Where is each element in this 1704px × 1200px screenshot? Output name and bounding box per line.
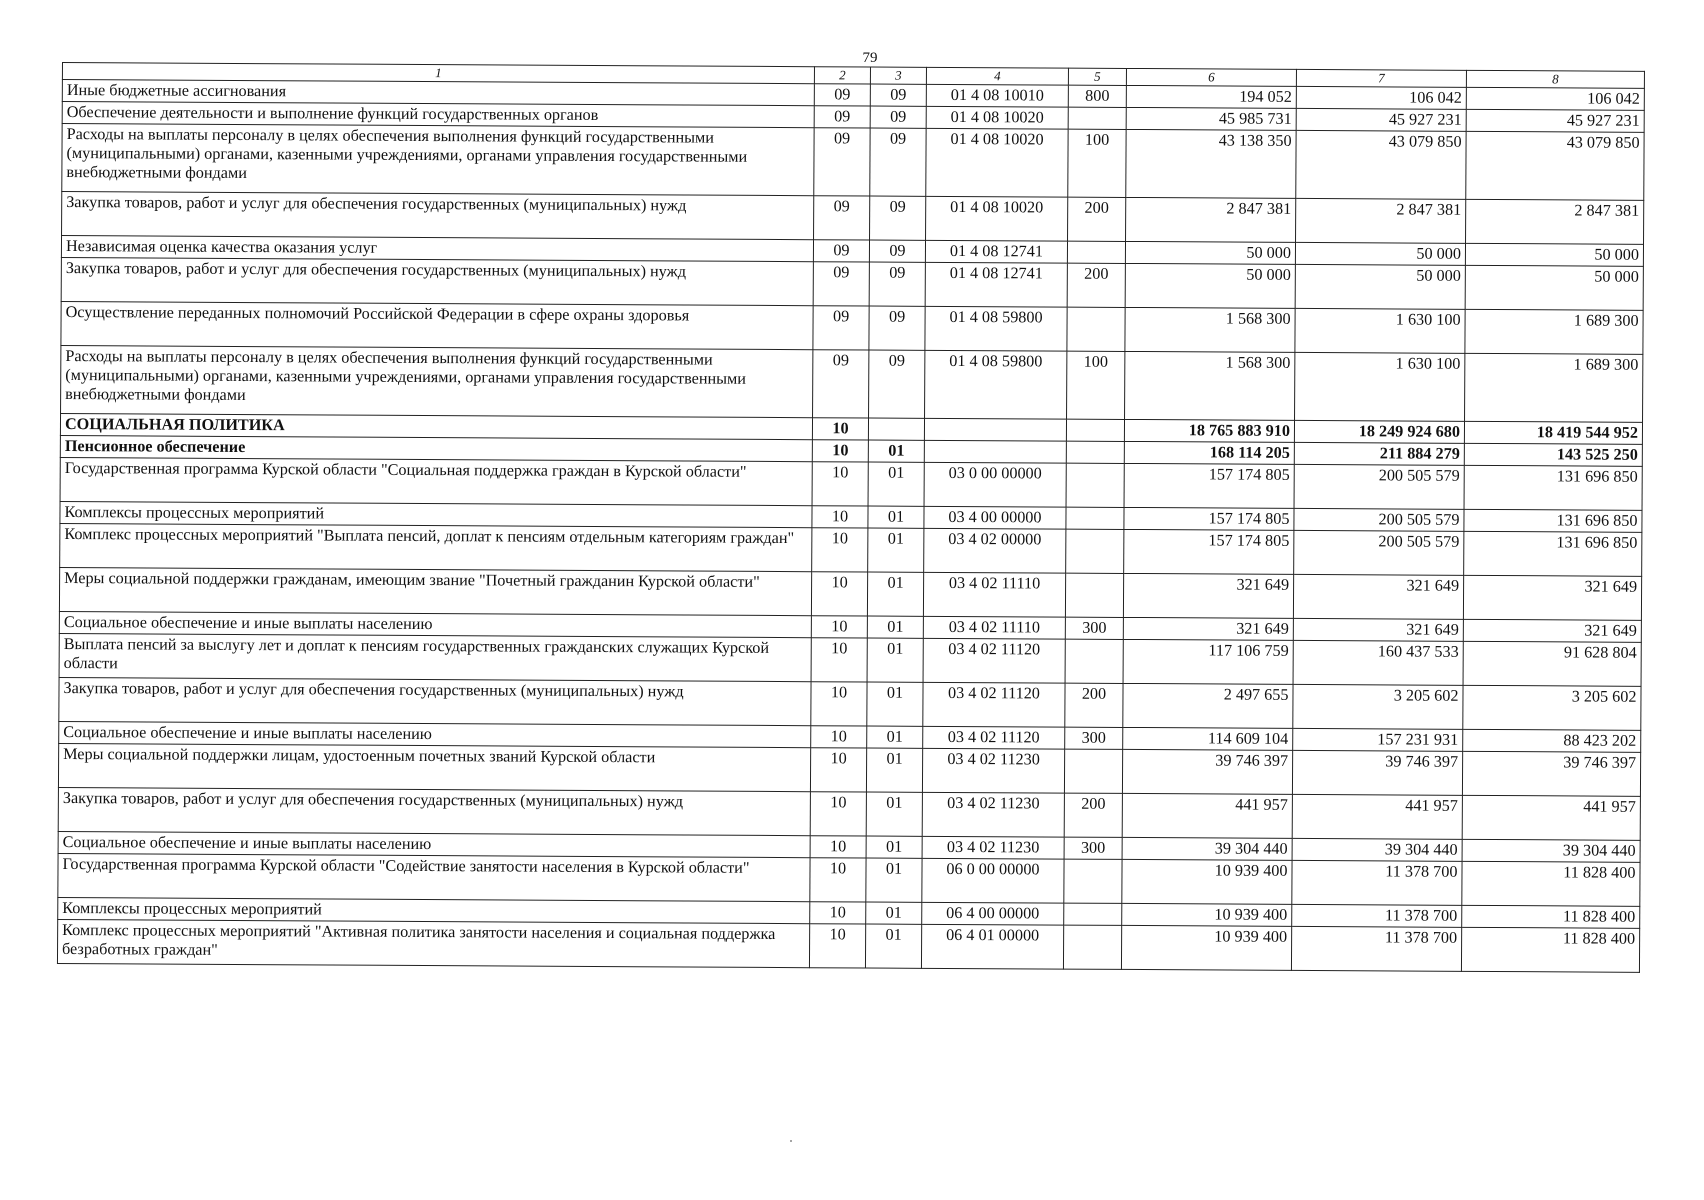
expense-type-code — [1066, 463, 1124, 507]
subsection-code: 01 — [866, 748, 922, 792]
target-article-code: 03 4 02 11230 — [922, 836, 1064, 859]
row-name: Расходы на выплаты персоналу в целях обеспечения выполнения функций государственными (муниципальными) органами, казенными учреждениями, органами управления государственными внебюджетными фондами — [62, 124, 814, 196]
amount-col8: 131 696 850 — [1464, 465, 1642, 510]
amount-col8: 131 696 850 — [1464, 509, 1642, 532]
subsection-code: 09 — [869, 240, 925, 262]
row-name: Пенсионное обеспечение — [60, 435, 812, 461]
amount-col7: 200 505 579 — [1294, 464, 1464, 509]
target-article-code: 03 4 02 11120 — [923, 638, 1065, 683]
row-name: Независимая оценка качества оказания услуг — [61, 236, 813, 262]
target-article-code: 03 4 02 11120 — [923, 682, 1065, 727]
amount-col7: 321 649 — [1293, 574, 1463, 619]
amount-col6: 43 138 350 — [1126, 129, 1296, 198]
row-name: Комплекс процессных мероприятий "Активная политика занятости населения и социальная поддержка безработных граждан" — [57, 919, 809, 967]
page-number: 79 — [862, 50, 878, 66]
row-name: Закупка товаров, работ и услуг для обеспечения государственных (муниципальных) нужд — [61, 257, 813, 305]
target-article-code: 03 4 02 11110 — [923, 572, 1065, 617]
expense-type-code — [1066, 529, 1124, 573]
amount-col8: 39 304 440 — [1462, 839, 1640, 862]
subsection-code: 09 — [869, 262, 925, 306]
amount-col7: 160 437 533 — [1293, 640, 1463, 685]
section-code: 10 — [810, 836, 866, 858]
expense-type-code — [1068, 107, 1126, 129]
amount-col7: 11 378 700 — [1292, 904, 1462, 927]
target-article-code: 03 4 02 11110 — [923, 616, 1065, 639]
subsection-code: 01 — [867, 638, 923, 682]
amount-col6: 114 609 104 — [1123, 727, 1293, 750]
amount-col8: 45 927 231 — [1466, 109, 1644, 132]
column-header: 8 — [1466, 70, 1644, 88]
column-header: 4 — [926, 67, 1068, 85]
amount-col7: 200 505 579 — [1294, 508, 1464, 531]
target-article-code: 06 0 00 00000 — [922, 858, 1064, 903]
subsection-code: 01 — [868, 528, 924, 572]
amount-col7: 39 304 440 — [1292, 838, 1462, 861]
column-header: 5 — [1068, 68, 1126, 85]
amount-col6: 194 052 — [1126, 85, 1296, 108]
row-name: Выплата пенсий за выслугу лет и доплат к пенсиям государственных гражданских служащих Курской области — [59, 633, 811, 681]
row-name: Закупка товаров, работ и услуг для обеспечения государственных (муниципальных) нужд — [62, 192, 814, 240]
expense-type-code — [1066, 507, 1124, 529]
amount-col8: 11 828 400 — [1461, 927, 1639, 972]
subsection-code: 01 — [865, 924, 921, 968]
row-name: Социальное обеспечение и иные выплаты населению — [59, 611, 811, 637]
target-article-code: 01 4 08 59800 — [925, 350, 1067, 419]
section-code: 10 — [811, 726, 867, 748]
target-article-code: 01 4 08 10020 — [926, 196, 1068, 241]
target-article-code: 06 4 00 00000 — [922, 902, 1064, 925]
target-article-code: 03 4 02 11230 — [922, 748, 1064, 793]
subsection-code: 01 — [867, 572, 923, 616]
section-code: 09 — [813, 306, 869, 350]
expense-type-code — [1064, 749, 1122, 793]
target-article-code: 01 4 08 12741 — [925, 240, 1067, 263]
amount-col6: 321 649 — [1123, 617, 1293, 640]
amount-col7: 106 042 — [1296, 86, 1466, 109]
target-article-code: 01 4 08 10020 — [926, 106, 1068, 129]
amount-col8: 11 828 400 — [1462, 861, 1640, 906]
amount-col6: 18 765 883 910 — [1124, 419, 1294, 442]
amount-col8: 1 689 300 — [1465, 353, 1643, 422]
row-name: Закупка товаров, работ и услуг для обеспечения государственных (муниципальных) нужд — [59, 677, 811, 725]
amount-col7: 211 884 279 — [1294, 442, 1464, 465]
amount-col6: 1 568 300 — [1125, 351, 1295, 420]
amount-col8: 2 847 381 — [1466, 199, 1644, 244]
amount-col7: 1 630 100 — [1295, 352, 1465, 421]
table-row — [61, 345, 1643, 422]
amount-col6: 441 957 — [1122, 793, 1292, 838]
subsection-code: 09 — [870, 106, 926, 128]
expense-type-code — [1064, 903, 1122, 925]
amount-col7: 11 378 700 — [1291, 926, 1461, 971]
target-article-code: 03 4 02 00000 — [924, 528, 1066, 573]
row-name: Расходы на выплаты персоналу в целях обеспечения выполнения функций государственными (муниципальными) органами, казенными учреждениями, органами управления государственными внебюджетными фондами — [61, 345, 813, 417]
target-article-code: 03 4 00 00000 — [924, 506, 1066, 529]
expense-type-code — [1063, 925, 1121, 969]
subsection-code: 09 — [869, 306, 925, 350]
row-name: Комплексы процессных мероприятий — [60, 501, 812, 527]
subsection-code: 01 — [866, 836, 922, 858]
table-row — [62, 124, 1644, 201]
amount-col8: 106 042 — [1466, 87, 1644, 110]
amount-col7: 1 630 100 — [1295, 308, 1465, 353]
row-name: Социальное обеспечение и иные выплаты населению — [58, 831, 810, 857]
amount-col8: 50 000 — [1465, 265, 1643, 310]
section-code: 09 — [814, 128, 870, 196]
amount-col7: 43 079 850 — [1296, 130, 1466, 199]
subsection-code: 01 — [867, 726, 923, 748]
budget-table — [57, 62, 1645, 973]
amount-col6: 50 000 — [1125, 241, 1295, 264]
expense-type-code: 300 — [1064, 837, 1122, 859]
table-row — [57, 919, 1639, 972]
expense-type-code — [1067, 241, 1125, 263]
row-name: Меры социальной поддержки гражданам, имеющим звание "Почетный гражданин Курской области" — [59, 567, 811, 615]
amount-col7: 321 649 — [1293, 618, 1463, 641]
amount-col8: 441 957 — [1462, 795, 1640, 840]
expense-type-code: 200 — [1064, 793, 1122, 837]
section-code: 10 — [812, 528, 868, 572]
subsection-code: 01 — [868, 440, 924, 462]
expense-type-code: 200 — [1067, 263, 1125, 307]
amount-col6: 39 746 397 — [1122, 749, 1292, 794]
subsection-code: 01 — [866, 858, 922, 902]
target-article-code: 03 0 00 00000 — [924, 462, 1066, 507]
amount-col8: 88 423 202 — [1463, 729, 1641, 752]
expense-type-code — [1067, 307, 1125, 351]
subsection-code: 09 — [869, 350, 925, 418]
row-name: Комплекс процессных мероприятий "Выплата пенсий, доплат к пенсиям отдельным категориям граждан" — [60, 523, 812, 571]
section-code: 09 — [813, 350, 869, 418]
amount-col6: 39 304 440 — [1122, 837, 1292, 860]
section-code: 10 — [810, 748, 866, 792]
amount-col6: 321 649 — [1123, 573, 1293, 618]
column-header: 1 — [62, 63, 814, 84]
section-code: 10 — [811, 682, 867, 726]
subsection-code — [868, 418, 924, 440]
amount-col6: 10 939 400 — [1121, 925, 1291, 970]
amount-col6: 45 985 731 — [1126, 107, 1296, 130]
amount-col7: 18 249 924 680 — [1294, 420, 1464, 443]
target-article-code — [924, 440, 1066, 463]
column-header: 2 — [814, 67, 870, 84]
amount-col6: 10 939 400 — [1122, 903, 1292, 926]
section-code: 09 — [814, 84, 870, 106]
amount-col7: 50 000 — [1295, 242, 1465, 265]
expense-type-code: 300 — [1065, 727, 1123, 749]
amount-col7: 2 847 381 — [1296, 198, 1466, 243]
subsection-code: 09 — [870, 196, 926, 240]
section-code: 10 — [810, 858, 866, 902]
section-code: 10 — [812, 462, 868, 506]
section-code: 10 — [812, 440, 868, 462]
section-code: 10 — [810, 902, 866, 924]
expense-type-code — [1066, 441, 1124, 463]
column-header: 6 — [1126, 68, 1296, 86]
section-code: 09 — [813, 262, 869, 306]
expense-type-code: 100 — [1068, 129, 1126, 197]
amount-col7: 45 927 231 — [1296, 108, 1466, 131]
amount-col8: 11 828 400 — [1462, 905, 1640, 928]
section-code: 09 — [814, 196, 870, 240]
row-name: Государственная программа Курской области "Социальная поддержка граждан в Курской области" — [60, 457, 812, 505]
section-code: 10 — [810, 792, 866, 836]
section-code: 10 — [811, 572, 867, 616]
target-article-code: 06 4 01 00000 — [921, 924, 1063, 969]
row-name: Государственная программа Курской области "Содействие занятости населения в Курской области" — [58, 853, 810, 901]
section-code: 10 — [809, 924, 865, 968]
expense-type-code — [1065, 639, 1123, 683]
subsection-code: 01 — [868, 462, 924, 506]
amount-col8: 91 628 804 — [1463, 641, 1641, 686]
table-body — [57, 80, 1644, 973]
subsection-code: 01 — [868, 506, 924, 528]
expense-type-code — [1065, 573, 1123, 617]
section-code: 10 — [812, 506, 868, 528]
target-article-code — [924, 418, 1066, 441]
section-code: 09 — [814, 106, 870, 128]
subsection-code: 01 — [867, 616, 923, 638]
amount-col8: 321 649 — [1463, 619, 1641, 642]
amount-col8: 3 205 602 — [1463, 685, 1641, 730]
amount-col7: 157 231 931 — [1293, 728, 1463, 751]
row-name: Меры социальной поддержки лицам, удостоенным почетных званий Курской области — [58, 743, 810, 791]
column-header: 3 — [870, 67, 926, 84]
target-article-code: 01 4 08 10010 — [926, 84, 1068, 107]
amount-col6: 157 174 805 — [1124, 507, 1294, 530]
section-code: 10 — [812, 418, 868, 440]
row-name: Обеспечение деятельности и выполнение функций государственных органов — [62, 102, 814, 128]
amount-col8: 50 000 — [1465, 243, 1643, 266]
row-name: Осуществление переданных полномочий Российской Федерации в сфере охраны здоровья — [61, 301, 813, 349]
amount-col6: 2 847 381 — [1126, 197, 1296, 242]
amount-col6: 1 568 300 — [1125, 307, 1295, 352]
column-header: 7 — [1296, 69, 1466, 87]
target-article-code: 03 4 02 11230 — [922, 792, 1064, 837]
amount-col7: 200 505 579 — [1294, 530, 1464, 575]
subsection-code: 01 — [866, 902, 922, 924]
expense-type-code: 100 — [1067, 351, 1125, 419]
amount-col7: 50 000 — [1295, 264, 1465, 309]
expense-type-code: 800 — [1068, 85, 1126, 107]
row-name: Социальное обеспечение и иные выплаты населению — [59, 721, 811, 747]
amount-col6: 117 106 759 — [1123, 639, 1293, 684]
amount-col8: 39 746 397 — [1462, 751, 1640, 796]
amount-col8: 143 525 250 — [1464, 443, 1642, 466]
scan-artifact — [790, 1140, 792, 1142]
subsection-code: 09 — [870, 128, 926, 196]
amount-col7: 441 957 — [1292, 794, 1462, 839]
amount-col7: 11 378 700 — [1292, 860, 1462, 905]
expense-type-code: 200 — [1068, 197, 1126, 241]
target-article-code: 01 4 08 10020 — [926, 128, 1068, 197]
amount-col8: 18 419 544 952 — [1464, 421, 1642, 444]
section-code: 10 — [811, 616, 867, 638]
amount-col6: 10 939 400 — [1122, 859, 1292, 904]
subsection-code: 09 — [870, 84, 926, 106]
amount-col7: 39 746 397 — [1292, 750, 1462, 795]
amount-col8: 43 079 850 — [1466, 131, 1644, 200]
row-name: Иные бюджетные ассигнования — [62, 80, 814, 106]
expense-type-code — [1064, 859, 1122, 903]
amount-col6: 157 174 805 — [1124, 529, 1294, 574]
expense-type-code — [1066, 419, 1124, 441]
subsection-code: 01 — [867, 682, 923, 726]
amount-col8: 321 649 — [1463, 575, 1641, 620]
amount-col8: 1 689 300 — [1465, 309, 1643, 354]
target-article-code: 01 4 08 59800 — [925, 306, 1067, 351]
section-code: 10 — [811, 638, 867, 682]
amount-col7: 3 205 602 — [1293, 684, 1463, 729]
section-code: 09 — [813, 240, 869, 262]
amount-col6: 50 000 — [1125, 263, 1295, 308]
expense-type-code: 300 — [1065, 617, 1123, 639]
amount-col6: 168 114 205 — [1124, 441, 1294, 464]
amount-col6: 157 174 805 — [1124, 463, 1294, 508]
subsection-code: 01 — [866, 792, 922, 836]
amount-col8: 131 696 850 — [1464, 531, 1642, 576]
target-article-code: 03 4 02 11120 — [923, 726, 1065, 749]
row-name: СОЦИАЛЬНАЯ ПОЛИТИКА — [60, 413, 812, 439]
row-name: Комплексы процессных мероприятий — [58, 897, 810, 923]
target-article-code: 01 4 08 12741 — [925, 262, 1067, 307]
row-name: Закупка товаров, работ и услуг для обеспечения государственных (муниципальных) нужд — [58, 787, 810, 835]
amount-col6: 2 497 655 — [1123, 683, 1293, 728]
expense-type-code: 200 — [1065, 683, 1123, 727]
